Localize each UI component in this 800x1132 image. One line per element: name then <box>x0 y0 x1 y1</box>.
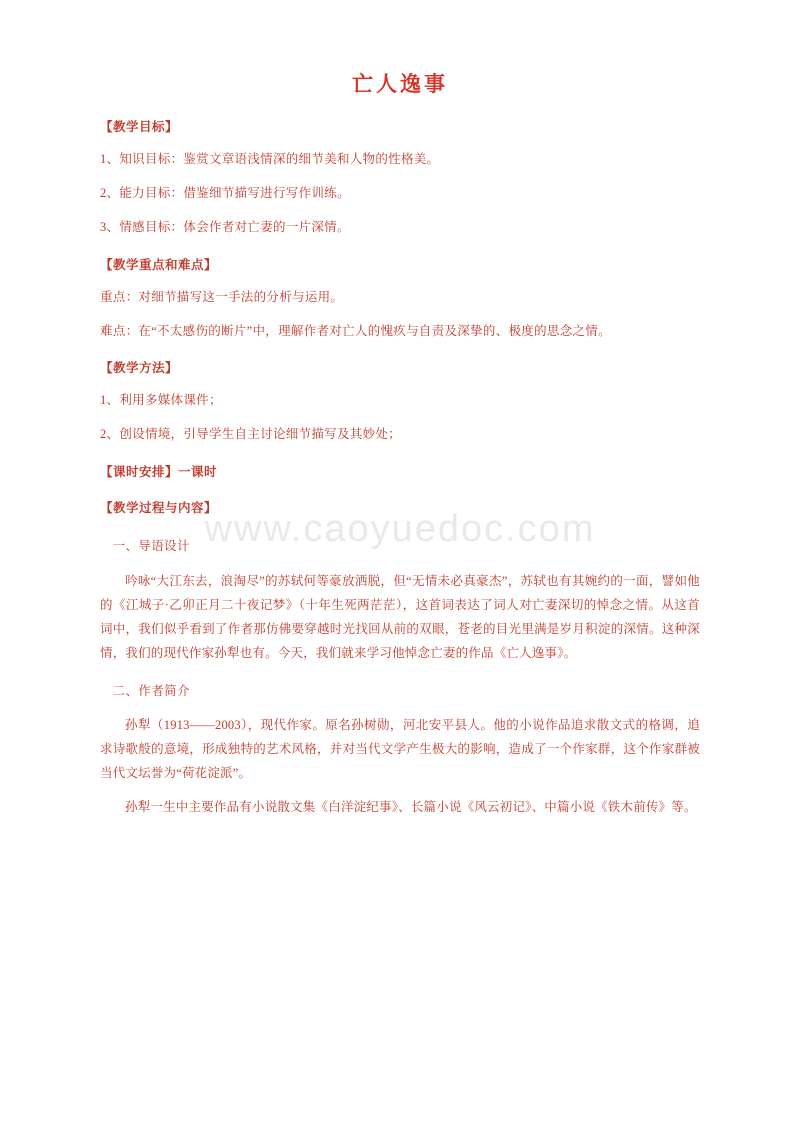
subsection-heading-author: 二、作者简介 <box>112 683 190 698</box>
paragraph-intro: 吟咏“大江东去，浪淘尽”的苏轼何等豪放洒脱，但“无情未必真豪杰”，苏轼也有其婉约的一面，譬如他的《江城子·乙卯正月二十夜记梦》（十年生死两茫茫），这首词表达了词人对亡妻深切的悼念之情。从这首词中，我们似乎看到了作者那仿佛要穿越时光找回从前的双眼，苍老的目光里满是岁月积淀的深情。这种深情，我们的现代作家孙犁也有。今天，我们就来学习他悼念亡妻的作品《亡人逸事》。 <box>100 573 700 660</box>
section-line: 难点：在“不太感伤的断片”中，理解作者对亡人的愧疚与自责及深挚的、极度的思念之情。 <box>100 323 611 338</box>
section-teaching-goals <box>100 104 700 242</box>
section-heading: 【教学方法】 <box>100 361 179 376</box>
subsection-heading-intro: 一、导语设计 <box>112 539 190 554</box>
section-methods <box>100 345 700 449</box>
section-line: 3、情感目标：体会作者对亡妻的一片深情。 <box>100 219 350 234</box>
watermark: www.caoyuedoc.com <box>204 508 596 550</box>
section-heading: 【教学重点和难点】 <box>100 257 218 272</box>
paragraph-author-works: 孙犁一生中主要作品有小说散文集《白洋淀纪事》、长篇小说《风云初记》、中篇小说《铁木前传》等。 <box>125 800 697 815</box>
section-line: 2、创设情境，引导学生自主讨论细节描写及其妙处； <box>100 427 401 442</box>
section-line: 1、知识目标：鉴赏文章语浅情深的细节美和人物的性格美。 <box>100 152 440 166</box>
page-title: 亡人逸事 <box>352 72 448 96</box>
section-process <box>100 485 700 521</box>
section-heading: 【教学目标】 <box>100 120 179 134</box>
paragraph-author-bio: 孙犁（1913——2003），现代作家。原名孙树勋，河北安平县人。他的小说作品追求散文式的格调，追求诗歌般的意境，形成独特的艺术风格，并对当代文学产生极大的影响，造成了一个作家群，这个作家群被当代文坛誉为“荷花淀派”。 <box>100 718 700 781</box>
section-line: 2、能力目标：借鉴细节描写进行写作训练。 <box>100 185 350 200</box>
section-key-points <box>100 242 700 346</box>
section-heading: 【教学过程与内容】 <box>100 501 218 516</box>
section-line: 1、利用多媒体课件； <box>100 393 222 408</box>
section-line: 重点：对细节描写这一手法的分析与运用。 <box>100 289 344 304</box>
section-schedule <box>100 449 700 485</box>
section-heading: 【课时安排】一课时 <box>100 465 218 480</box>
